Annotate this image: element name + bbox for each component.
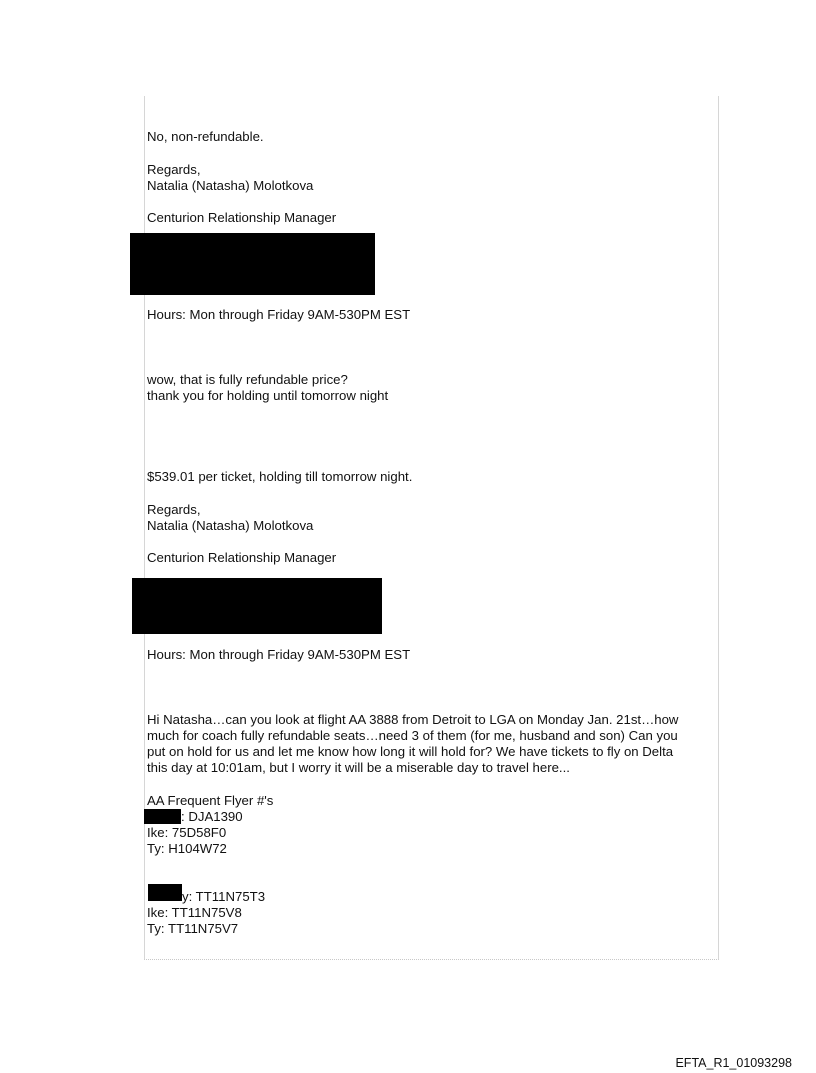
- document-id: EFTA_R1_01093298: [675, 1056, 792, 1070]
- frequent-flyer-heading: AA Frequent Flyer #'s: [147, 793, 274, 808]
- request-line-4: this day at 10:01am, but I worry it will be a miserable day to travel here...: [147, 760, 570, 775]
- request-line-3: put on hold for us and let me know how long it will hold for? We have tickets to fly on Delta: [147, 744, 674, 759]
- frequent-flyer-entry: Ty: H104W72: [147, 841, 227, 856]
- redaction-block: [130, 233, 375, 295]
- request-line-1: Hi Natasha…can you look at flight AA 3888 from Detroit to LGA on Monday Jan. 21st…how: [147, 712, 679, 727]
- redaction-block: [148, 884, 182, 901]
- ticket-number-entry: Ike: TT11N75V8: [147, 905, 242, 920]
- signature-name: Natalia (Natasha) Molotkova: [147, 178, 314, 193]
- reply-nonrefundable: No, non-refundable.: [147, 129, 264, 144]
- signature-title: Centurion Relationship Manager: [147, 210, 337, 225]
- question-line-1: wow, that is fully refundable price?: [147, 372, 348, 387]
- signature-title: Centurion Relationship Manager: [147, 550, 337, 565]
- signature-name: Natalia (Natasha) Molotkova: [147, 518, 314, 533]
- signature-regards: Regards,: [147, 162, 201, 177]
- signature-hours: Hours: Mon through Friday 9AM-530PM EST: [147, 647, 411, 662]
- frequent-flyer-entry: Ike: 75D58F0: [147, 825, 227, 840]
- signature-regards: Regards,: [147, 502, 201, 517]
- frequent-flyer-entry: : DJA1390: [181, 809, 243, 824]
- redaction-block: [144, 809, 181, 824]
- signature-hours: Hours: Mon through Friday 9AM-530PM EST: [147, 307, 411, 322]
- price-reply: $539.01 per ticket, holding till tomorrow night.: [147, 469, 413, 484]
- question-line-2: thank you for holding until tomorrow night: [147, 388, 389, 403]
- redaction-block: [132, 578, 382, 634]
- ticket-number-entry: y: TT11N75T3: [182, 889, 266, 904]
- request-line-2: much for coach fully refundable seats…need 3 of them (for me, husband and son) Can you: [147, 728, 678, 743]
- ticket-number-entry: Ty: TT11N75V7: [147, 921, 239, 936]
